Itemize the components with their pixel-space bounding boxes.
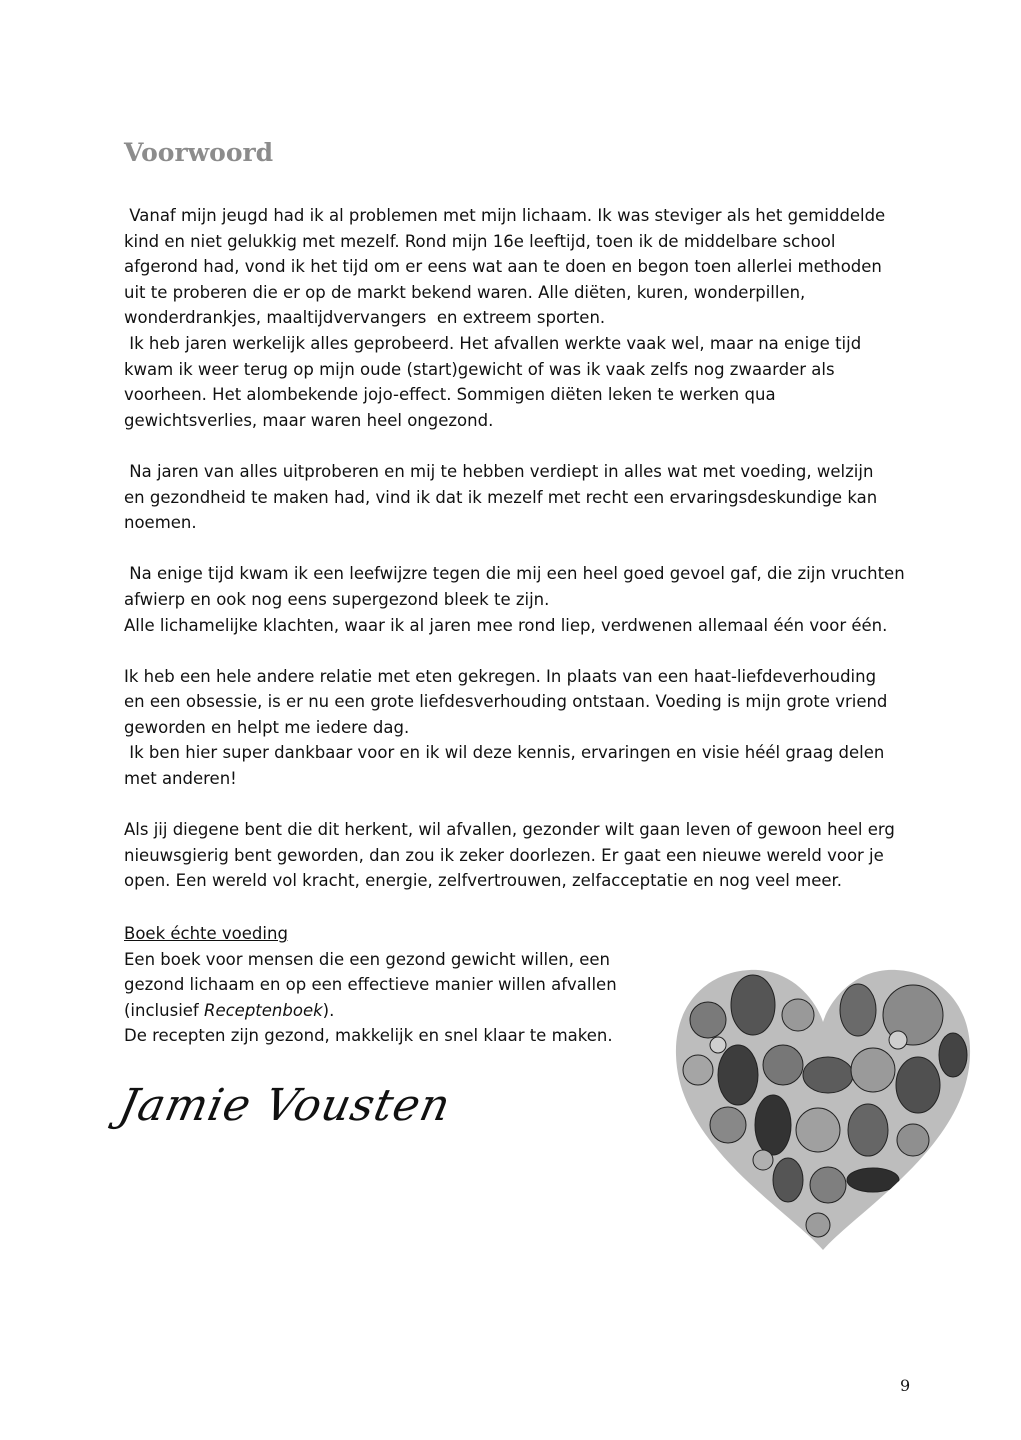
text-line: afwierp en ook nog eens supergezond bleek te zijn. [124,589,550,609]
paragraph-1 [124,203,924,433]
text-line: nieuwsgierig bent geworden, dan zou ik zeker doorlezen. Er gaat een nieuwe wereld voor je [124,845,884,865]
text-line: gewichtsverlies, maar waren heel ongezond. [124,410,494,430]
text-line: kwam ik weer terug op mijn oude (start)gewicht of was ik vaak zelfs nog zwaarder als [124,359,835,379]
text-line: wonderdrankjes, maaltijdvervangers en extreem sporten. [124,308,606,328]
book-section [124,921,644,1049]
text-line: open. Een wereld vol kracht, energie, zelfvertrouwen, zelfacceptatie en nog veel meer. [124,871,843,891]
recipe-book-title: Receptenboek [203,1000,323,1020]
foreword-body [124,203,924,920]
book-text-line: Een boek voor mensen die een gezond gewicht willen, een [124,949,610,969]
text-line: geworden en helpt me iedere dag. [124,717,410,737]
paragraph-2 [124,459,924,536]
text-line: kind en niet gelukkig met mezelf. Rond mijn 16e leeftijd, toen ik de middelbare school [124,231,836,251]
text-line: Vanaf mijn jeugd had ik al problemen met mijn lichaam. Ik was steviger als het gemiddelde [124,206,886,225]
book-heading: Boek échte voeding [124,924,288,943]
text-line: Alle lichamelijke klachten, waar ik al jaren mee rond liep, verdwenen allemaal één voor één. [124,615,888,635]
text-line: noemen. [124,513,197,533]
paragraph-4 [124,664,924,792]
paragraph-3 [124,561,924,638]
book-text-prefix: (inclusief [124,1000,204,1020]
text-line: Ik heb een hele andere relatie met eten gekregen. In plaats van een haat-liefdeverhouding [124,666,877,686]
text-line: en een obsessie, is er nu een grote liefdesverhouding ontstaan. Voeding is mijn grote vriend [124,692,888,712]
book-text-line: gezond lichaam en op een effectieve manier willen afvallen [124,975,617,995]
book-text-suffix: ). [322,1000,335,1020]
text-line: Na jaren van alles uitproberen en mij te hebben verdiept in alles wat met voeding, welzijn [124,461,874,481]
page-number: 9 [900,1376,911,1395]
text-line: afgerond had, vond ik het tijd om er eens wat aan te doen en begon toen allerlei methoden [124,257,882,277]
signature: Jamie Vousten [114,1080,456,1131]
text-line: en gezondheid te maken had, vind ik dat ik mezelf met recht een ervaringsdeskundige kan [124,487,878,507]
text-line: Als jij diegene bent die dit herkent, wil afvallen, gezonder wilt gaan leven of gewoon heel erg [124,820,895,840]
text-line: Na enige tijd kwam ik een leefwijzre tegen die mij een heel goed gevoel gaf, die zijn vruchten [124,564,905,584]
book-text-line: De recepten zijn gezond, makkelijk en snel klaar te maken. [124,1026,613,1046]
book-text-line [124,998,644,1024]
text-line: met anderen! [124,769,237,789]
page-title: Voorwoord [124,138,274,167]
text-line: Ik ben hier super dankbaar voor en ik wil deze kennis, ervaringen en visie héél graag delen [124,743,885,763]
heart-of-vegetables-icon [668,960,978,1260]
paragraph-5 [124,817,924,894]
text-line: voorheen. Het alombekende jojo-effect. Sommigen diëten leken te werken qua [124,385,776,405]
text-line: Ik heb jaren werkelijk alles geprobeerd. Het afvallen werkte vaak wel, maar na enige tijd [124,333,862,353]
text-line: uit te proberen die er op de markt bekend waren. Alle diëten, kuren, wonderpillen, [124,282,806,302]
